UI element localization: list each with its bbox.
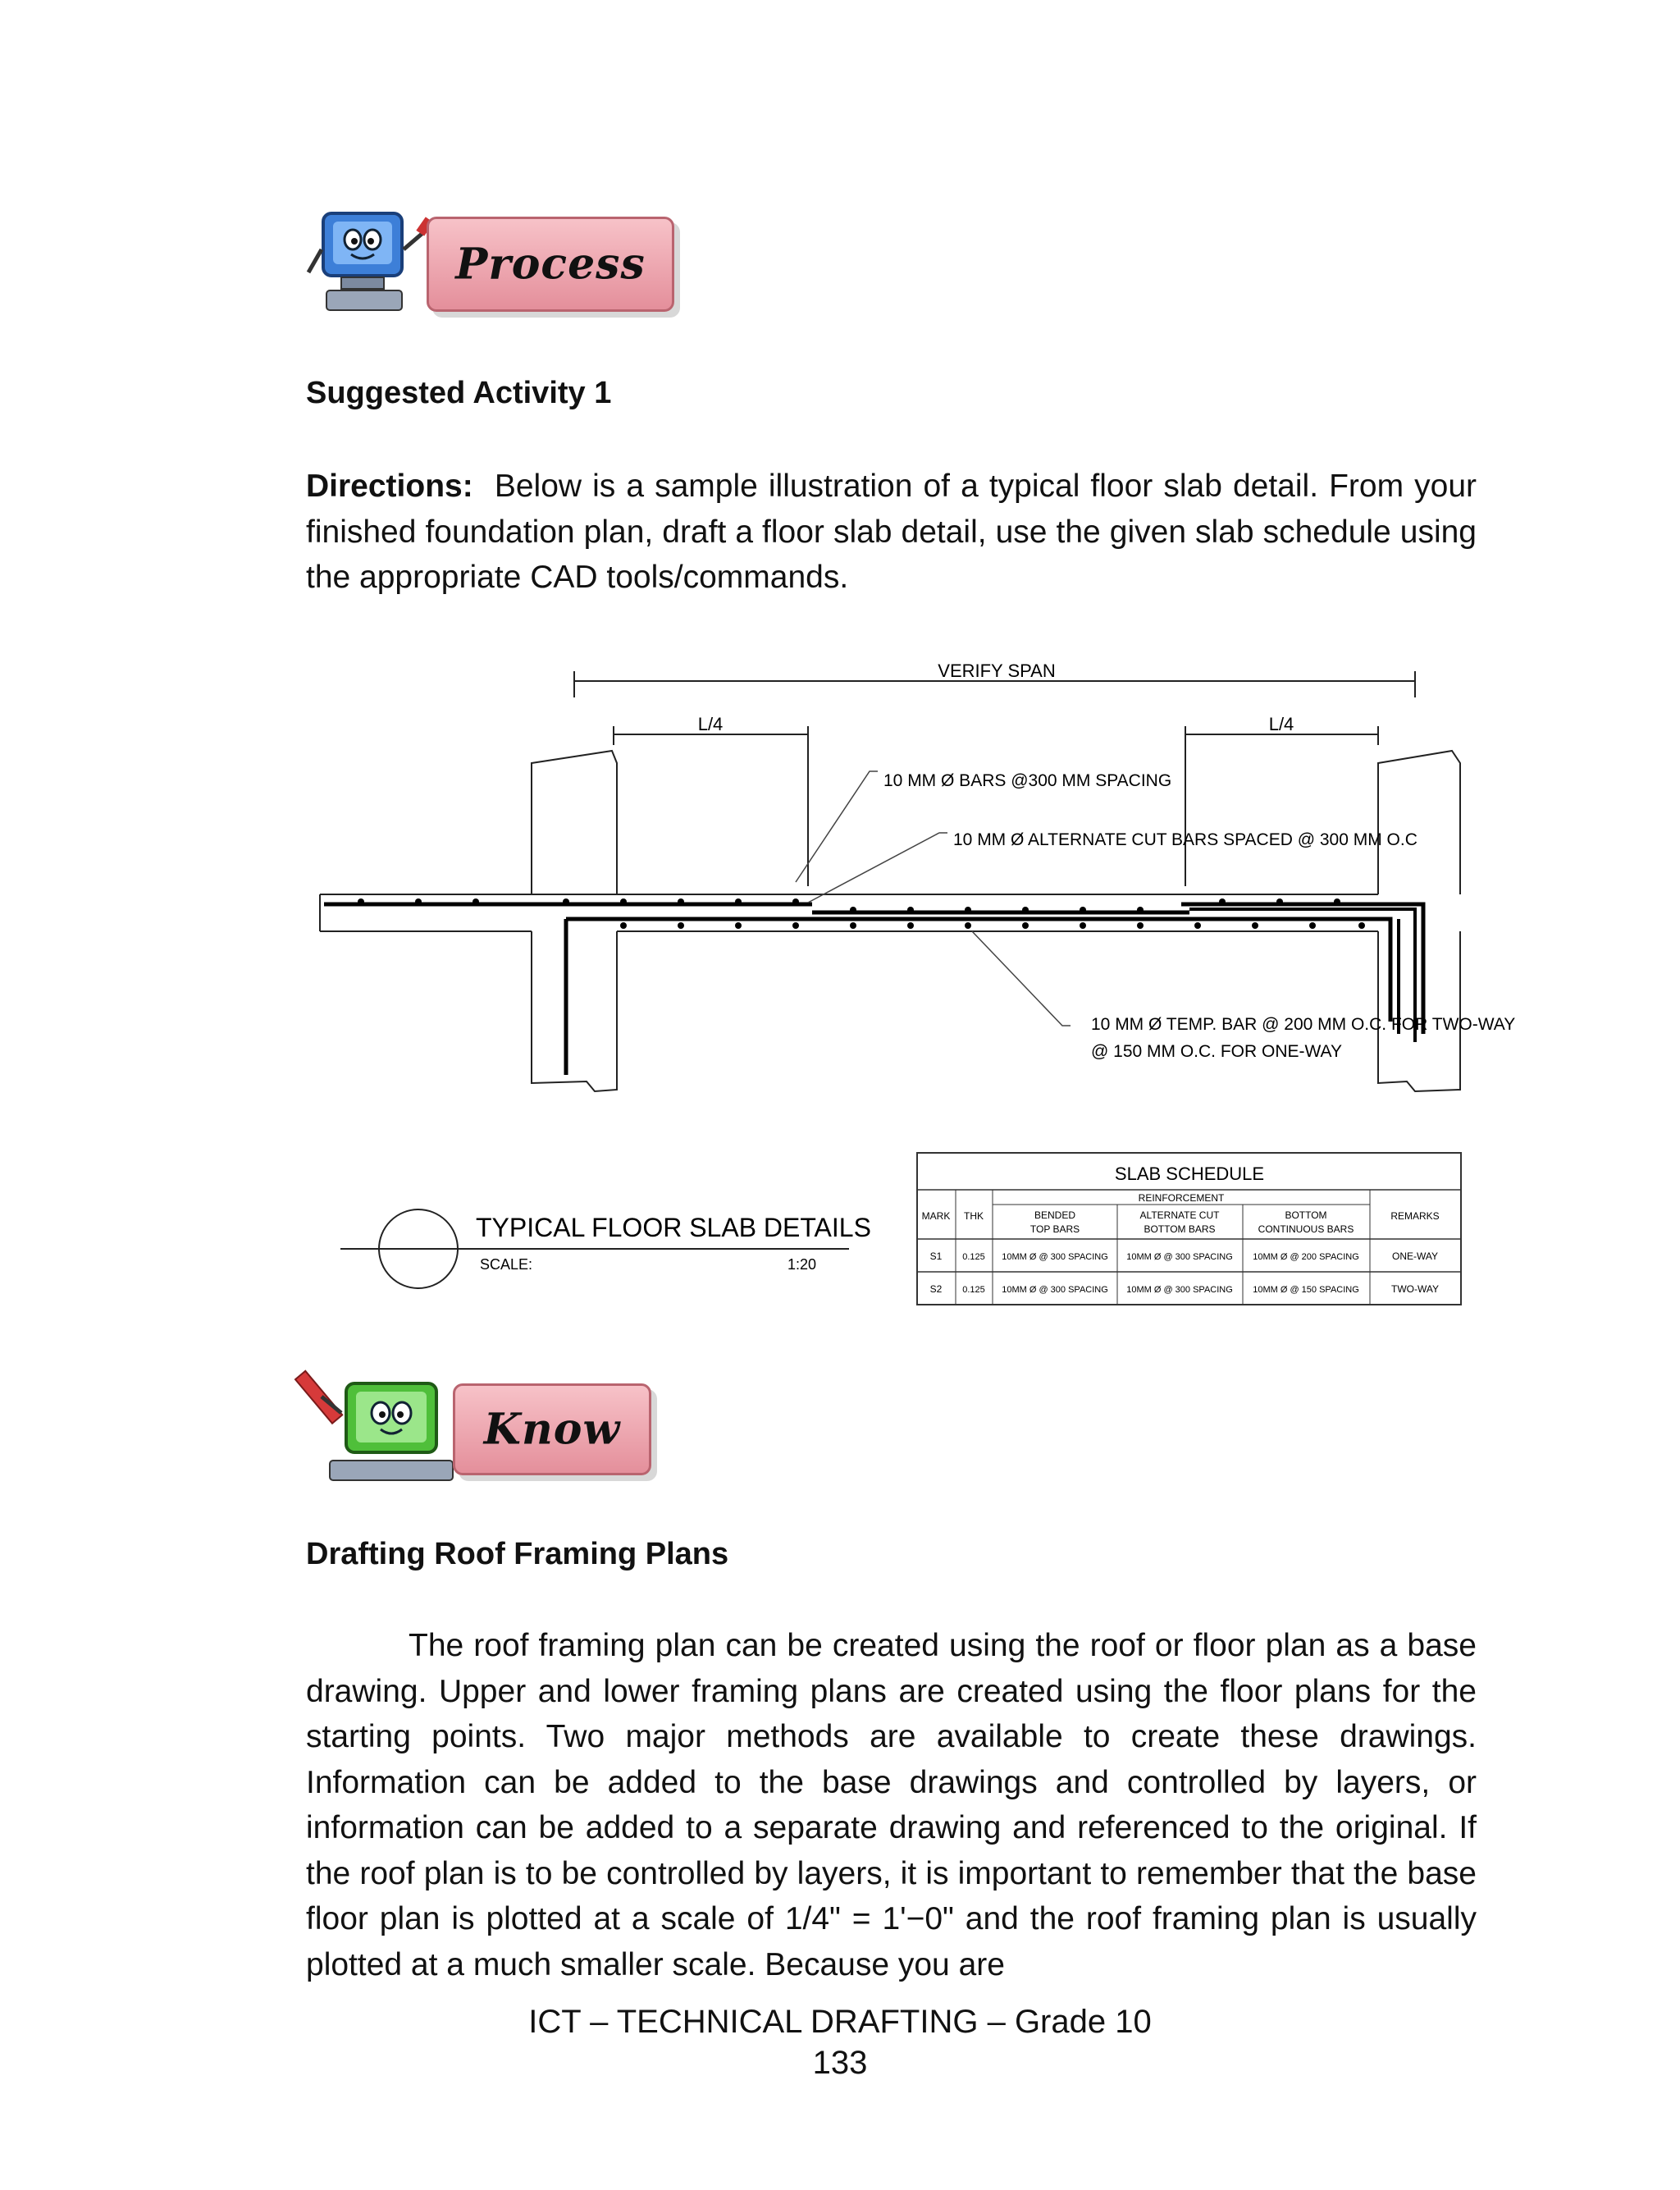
row-2-remarks: TWO-WAY <box>1391 1283 1439 1295</box>
header-alt-2: BOTTOM BARS <box>1144 1223 1216 1235</box>
temp-bar-note-2: @ 150 MM O.C. FOR ONE-WAY <box>1091 1042 1343 1061</box>
directions-paragraph <box>306 464 1477 601</box>
detail-title: TYPICAL FLOOR SLAB DETAILS <box>476 1213 871 1242</box>
section-body: The roof framing plan can be created using the roof or floor plan as a base drawing. Upper and lower framing plans are created using the floor plans for the starting points. Two major methods are available to create these drawings. Information can be added to the base drawings and controlled by layers, or information can be added to a separate drawing and referenced to the original. If the roof plan is to be controlled by layers, it is important to remember that the base floor plan is plotted at a scale of 1/4" = 1'−0" and the roof framing plan is usually plotted at a much smaller scale. Because you are <box>306 1628 1477 1982</box>
row-2-mark: S2 <box>929 1283 943 1295</box>
know-banner <box>305 1364 658 1488</box>
header-bended-1: BENDED <box>1034 1209 1076 1221</box>
process-banner <box>305 200 682 328</box>
slab-schedule-table <box>917 1153 1461 1305</box>
row-1-thk: 0.125 <box>962 1252 985 1262</box>
section-title: Drafting Roof Framing Plans <box>306 1537 729 1571</box>
top-bars-note: 10 MM Ø BARS @300 MM SPACING <box>883 771 1172 790</box>
alternate-bars-note: 10 MM Ø ALTERNATE CUT BARS SPACED @ 300 MM O.C <box>953 830 1418 849</box>
directions-label: Directions: <box>306 469 473 504</box>
verify-span-label: VERIFY SPAN <box>938 661 1056 681</box>
row-1-mark: S1 <box>929 1250 943 1262</box>
computer-mascot-icon <box>305 200 436 328</box>
row-1-remarks: ONE-WAY <box>1392 1250 1438 1262</box>
row-2-bottom: 10MM Ø @ 150 SPACING <box>1253 1285 1359 1295</box>
know-label-tab <box>453 1383 651 1475</box>
process-label-tab <box>427 217 674 312</box>
floor-slab-drawing <box>320 648 1516 1325</box>
know-label: Know <box>483 1404 621 1455</box>
scale-value: 1:20 <box>787 1256 816 1273</box>
temp-bar-note-1: 10 MM Ø TEMP. BAR @ 200 MM O.C. FOR TWO-WAY <box>1091 1015 1516 1034</box>
directions-text: Below is a sample illustration of a typical floor slab detail. From your finished foundation plan, draft a floor slab detail, use the given slab schedule using the appropriate CAD tools/commands. <box>306 469 1477 595</box>
scale-label: SCALE: <box>480 1256 533 1273</box>
schedule-group-header: REINFORCEMENT <box>1138 1192 1225 1204</box>
row-2-thk: 0.125 <box>962 1285 985 1295</box>
row-1-bended: 10MM Ø @ 300 SPACING <box>1002 1252 1108 1262</box>
header-thk: THK <box>964 1210 984 1222</box>
row-2-alt: 10MM Ø @ 300 SPACING <box>1126 1285 1233 1295</box>
process-label: Process <box>455 239 646 290</box>
right-span-label: L/4 <box>1268 714 1294 734</box>
header-bended-2: TOP BARS <box>1029 1223 1080 1235</box>
activity-title: Suggested Activity 1 <box>306 376 612 410</box>
left-span-label: L/4 <box>697 714 724 734</box>
page-number: 133 <box>812 2045 868 2081</box>
computer-mascot-pencil-icon <box>305 1364 461 1488</box>
row-1-bottom: 10MM Ø @ 200 SPACING <box>1253 1252 1359 1262</box>
row-2-bended: 10MM Ø @ 300 SPACING <box>1002 1285 1108 1295</box>
header-mark: MARK <box>921 1210 951 1222</box>
header-bottom-1: BOTTOM <box>1285 1209 1327 1221</box>
header-bottom-2: CONTINUOUS BARS <box>1258 1223 1354 1235</box>
header-remarks: REMARKS <box>1390 1210 1440 1222</box>
schedule-title: SLAB SCHEDULE <box>1114 1164 1265 1184</box>
floor-slab-detail-figure <box>320 648 1516 1325</box>
footer-course: ICT – TECHNICAL DRAFTING – Grade 10 <box>528 2004 1152 2040</box>
row-1-alt: 10MM Ø @ 300 SPACING <box>1126 1252 1233 1262</box>
header-alt-1: ALTERNATE CUT <box>1139 1209 1220 1221</box>
